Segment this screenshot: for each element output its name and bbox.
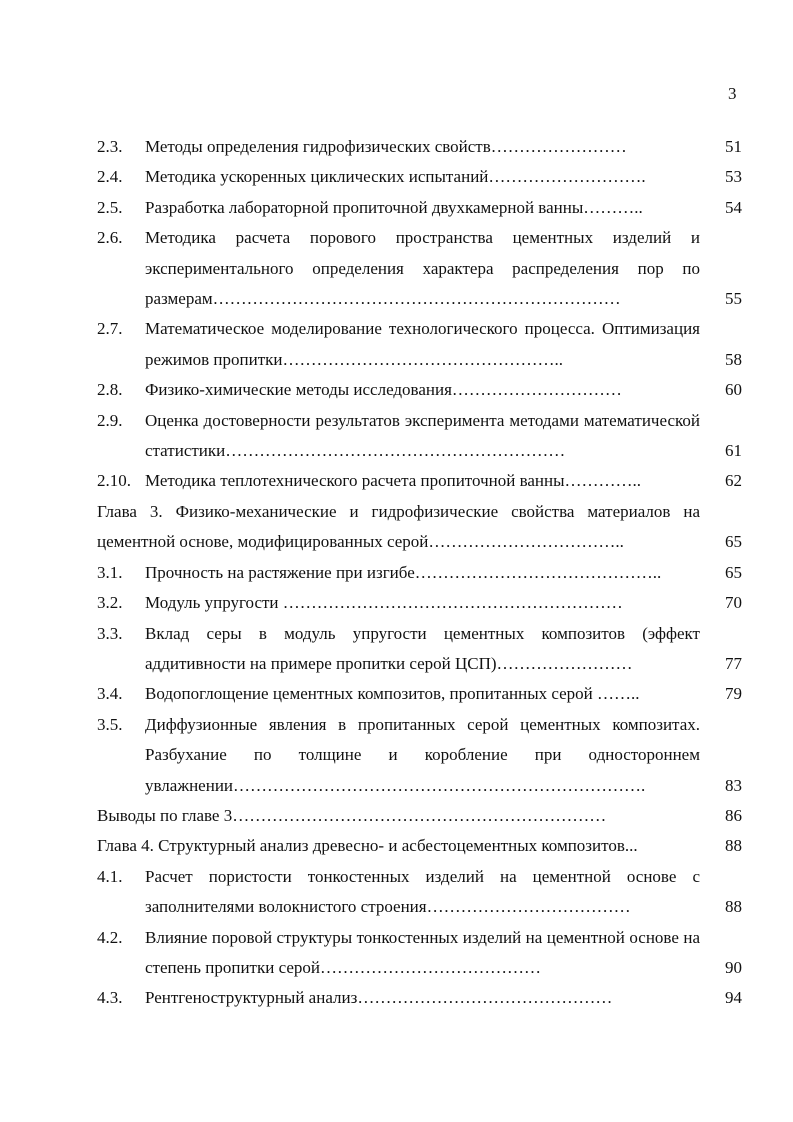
toc-chapter-3 [97, 497, 742, 558]
toc-entry-number: 3.2. [97, 593, 123, 613]
toc-entry-number: 2.9. [97, 410, 123, 430]
toc-entry-number: 3.1. [97, 562, 123, 582]
table-of-contents [97, 132, 742, 1014]
toc-entry-page: 88 [725, 897, 742, 917]
toc-entry-title: Диффузионные явления в пропитанных серой цементных композитах. Разбухание по толщине и коробление при одностороннем увлажнении………………………………………………………………. [145, 714, 700, 795]
toc-entry-title: Методика теплотехнического расчета пропиточной ванны………….. [145, 471, 642, 491]
toc-entry-3-3 [97, 619, 742, 680]
toc-entry-title: Методика расчета порового пространства цементных изделий и экспериментального определения характера распределения пор по размерам……………………………………………………………… [145, 228, 700, 309]
toc-conclusions-3 [97, 801, 742, 831]
toc-entry-number: 2.10. [97, 471, 131, 491]
toc-entry-title: Математическое моделирование технологического процесса. Оптимизация режимов пропитки………………………………………….. [145, 319, 700, 369]
toc-entry-title: Модуль упругости …………………………………………………… [145, 593, 623, 613]
toc-entry-page: 54 [725, 197, 742, 217]
toc-entry-number: 3.5. [97, 714, 123, 734]
toc-chapter-4 [97, 831, 742, 861]
toc-entry-page: 55 [725, 289, 742, 309]
toc-entry-page: 51 [725, 137, 742, 156]
toc-entry-number: 4.2. [97, 927, 123, 947]
toc-entry-page: 94 [725, 988, 742, 1008]
toc-entry-page: 88 [725, 836, 742, 856]
toc-entry-page: 70 [725, 593, 742, 613]
toc-entry-2-5 [97, 193, 742, 223]
toc-entry-page: 61 [725, 441, 742, 461]
toc-entry-title: Расчет пористости тонкостенных изделий на цементной основе с заполнителями волокнистого строения……………………………… [145, 866, 700, 917]
toc-entry-2-10 [97, 466, 742, 496]
toc-entry-4-3 [97, 983, 742, 1013]
toc-entry-4-2 [97, 923, 742, 984]
toc-entry-title: Водопоглощение цементных композитов, пропитанных серой …….. [145, 684, 640, 704]
toc-entry-3-5 [97, 710, 742, 801]
toc-entry-number: 3.4. [97, 684, 123, 704]
toc-entry-page: 86 [725, 805, 742, 825]
toc-entry-number: 4.3. [97, 988, 123, 1008]
toc-entry-title: Влияние поровой структуры тонкостенных изделий на цементной основе на степень пропитки серой………………………………… [145, 927, 700, 977]
toc-entry-page: 65 [725, 562, 742, 582]
toc-entry-title: Выводы по главе 3………………………………………………………… [97, 805, 607, 825]
toc-entry-title: Рентгеноструктурный анализ……………………………………… [145, 988, 613, 1008]
toc-entry-number: 2.3. [97, 137, 123, 156]
toc-entry-number: 2.7. [97, 319, 123, 339]
toc-entry-number: 3.3. [97, 623, 123, 643]
toc-entry-page: 79 [725, 684, 742, 704]
toc-entry-page: 65 [725, 532, 742, 552]
toc-entry-2-7 [97, 314, 742, 375]
toc-entry-title: Оценка достоверности результатов эксперимента методами математической статистики…………………………………………………… [145, 410, 700, 461]
toc-entry-title: Прочность на растяжение при изгибе…………………………………….. [145, 562, 662, 582]
toc-entry-number: 2.4. [97, 167, 123, 187]
toc-entry-page: 62 [725, 471, 742, 491]
toc-entry-3-4 [97, 679, 742, 709]
toc-entry-title: Глава 3. Физико-механические и гидрофизические свойства материалов на цементной основе, модифицированных серой…………………………….. [97, 501, 700, 552]
toc-entry-page: 60 [725, 380, 742, 400]
toc-entry-title: Методика ускоренных циклических испытаний………………………. [145, 167, 646, 187]
toc-entry-4-1 [97, 862, 742, 923]
toc-entry-page: 83 [725, 775, 742, 795]
toc-entry-2-3 [97, 132, 742, 162]
toc-entry-title: Глава 4. Структурный анализ древесно- и асбестоцементных композитов... [97, 836, 638, 856]
toc-entry-title: Физико-химические методы исследования………………………… [145, 380, 622, 400]
toc-entry-number: 2.5. [97, 197, 123, 217]
toc-entry-3-2 [97, 588, 742, 618]
toc-entry-number: 4.1. [97, 866, 123, 886]
toc-entry-title: Вклад серы в модуль упругости цементных композитов (эффект аддитивности на примере пропитки серой ЦСП)…………………… [145, 623, 700, 673]
toc-entry-page: 53 [725, 167, 742, 187]
toc-entry-2-6 [97, 223, 742, 314]
toc-entry-2-8 [97, 375, 742, 405]
toc-entry-2-4 [97, 162, 742, 192]
toc-entry-number: 2.8. [97, 380, 123, 400]
toc-entry-2-9 [97, 406, 742, 467]
toc-entry-3-1 [97, 558, 742, 588]
page-number: 3 [728, 84, 737, 103]
toc-entry-number: 2.6. [97, 228, 123, 248]
toc-entry-title: Разработка лабораторной пропиточной двухкамерной ванны……….. [145, 197, 643, 217]
toc-entry-title: Методы определения гидрофизических свойств…………………… [145, 137, 627, 156]
toc-entry-page: 90 [725, 957, 742, 977]
toc-entry-page: 77 [725, 653, 742, 673]
toc-entry-page: 58 [725, 349, 742, 369]
